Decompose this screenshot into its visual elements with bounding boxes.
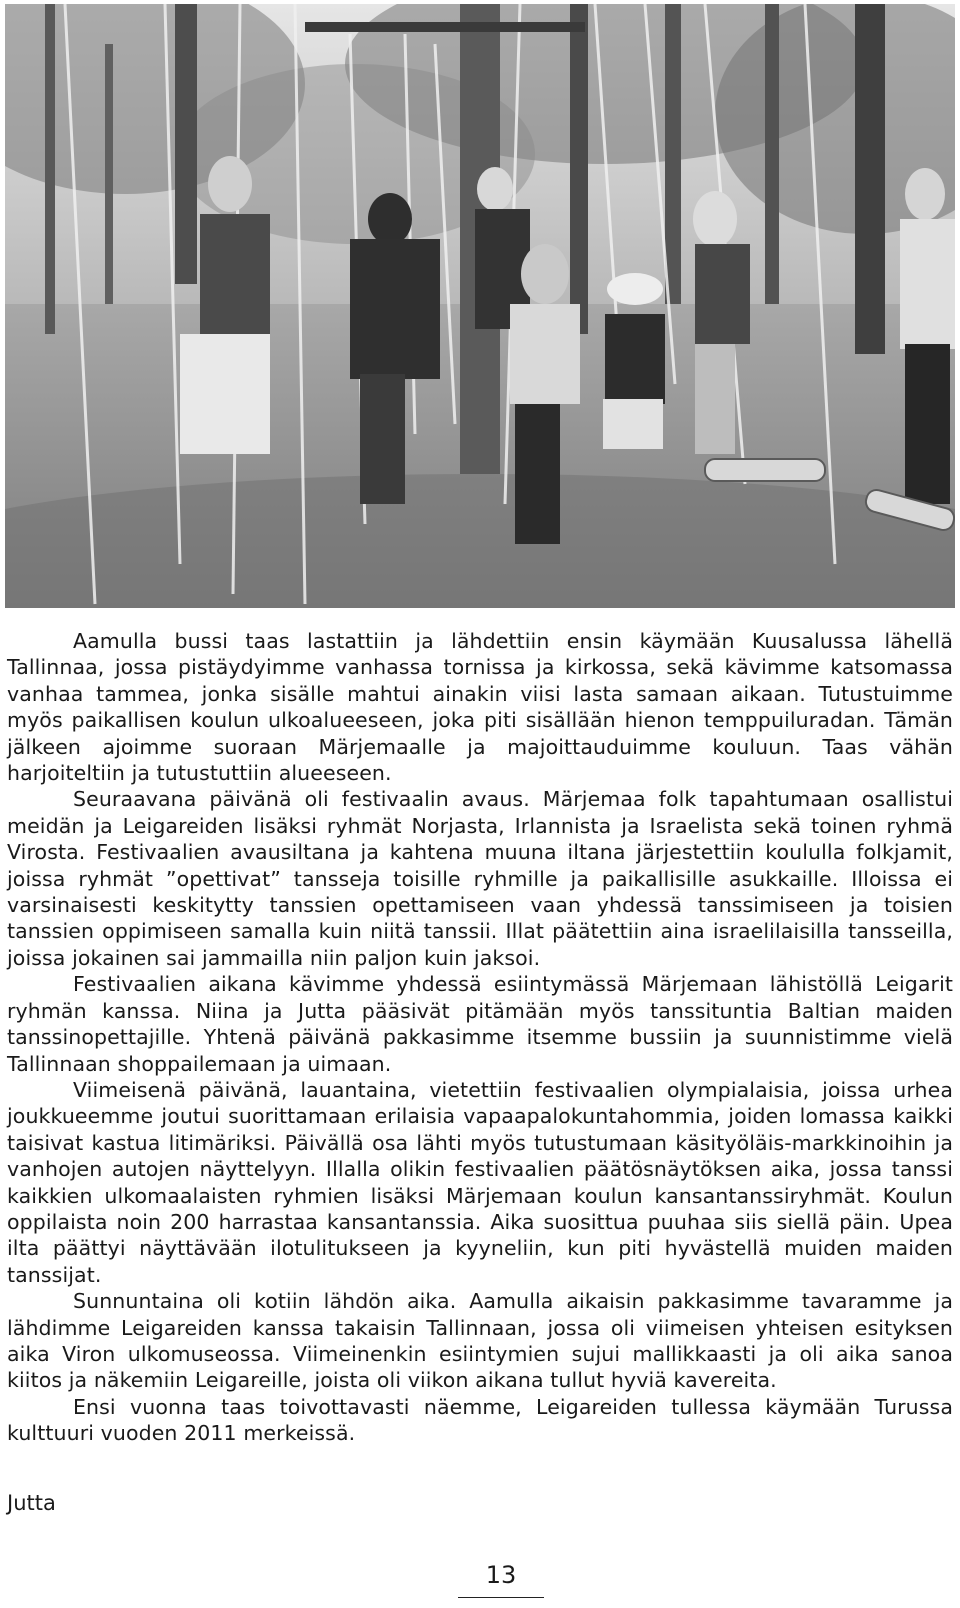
article-paragraph: Sunnuntaina oli kotiin lähdön aika. Aamulla aikaisin pakkasimme tavaramme ja lähdimme Leigareiden kanssa takaisin Tallinnaan, jossa oli viimeisen yhteisen esityksen aika Viron ulkomuseossa. Viimeinenkin esiintymien sujui mallikkaasti ja oli aika sanoa kiitos ja näkemiin Leigareille, joista oli viikon aikana tullut hyviä kavereita.: [7, 1289, 953, 1393]
article-paragraph: Viimeisenä päivänä, lauantaina, vietettiin festivaalien olympialaisia, joissa urhea joukkueemme joutui suorittamaan erilaisia vapaapalokuntahommia, joiden lomassa kaikki taisivat kastua litimäriksi. Päivällä osa lähti myös tutustumaan käsityöläis-markkinoihin ja vanhojen autojen näyttelyyn. Illalla olikin festivaalien päätösnäytöksen aika, jossa tanssi kaikkien ulkomaalaisten ryhmien lisäksi Märjemaan koulun kansantanssiryhmät. Koulun oppilaista noin 200 harrastaa kansantanssia. Aika suosittua puuhaa siis siellä päin. Upea ilta päättyi näyttävään ilotulitukseen ja kyyneliin, kun piti hyvästellä muiden maiden tanssijat.: [7, 1077, 953, 1287]
article-photo: [5, 4, 955, 608]
article-paragraph: Aamulla bussi taas lastattiin ja lähdettiin ensin käymään Kuusalussa lähellä Tallinnaa, jossa pistäydyimme vanhassa tornissa ja kirkossa, sekä kävimme katsomassa vanhaa tammea, jonka sisälle mahtui ainakin viisi lasta samaan aikaan. Tutustuimme myös paikallisen koulun ulkoalueeseen, joka piti sisällään hienon temppuiluradan. Tämän jälkeen ajoimme suoraan Märjemaalle ja majoittauduimme kouluun. Taas vähän harjoiteltiin ja tutustuttiin alueeseen.: [7, 629, 953, 786]
article-paragraph: Seuraavana päivänä oli festivaalin avaus. Märjemaa folk tapahtumaan osallistui meidän ja Leigareiden lisäksi ryhmät Norjasta, Irlannista ja Israelista sekä toinen ryhmä Virosta. Festivaalien avausiltana ja kahtena muuna iltana järjestettiin koululla folkjamit, joissa ryhmät ”opettivat” tansseja toisille ryhmille ja paikallisille asukkaille. Illoissa ei varsinaisesti keskitytty tanssien opettamiseen vaan yhdessä tanssimiseen ja toisien tanssien oppimiseen samalla kuin niitä tanssii. Illat päätettiin aina israelilaisilla tansseilla, joissa jokainen sai jammailla niin paljon kuin jaksoi.: [7, 787, 953, 970]
article-paragraph: Festivaalien aikana kävimme yhdessä esiintymässä Märjemaan lähistöllä Leigarit ryhmän kanssa. Niina ja Jutta pääsivät pitämään myös tanssituntia Baltian maiden tanssinopettajille. Yhtenä päivänä pakkasimme itsemme bussiin ja suunnistimme vielä Tallinnaan shoppailemaan ja uimaan.: [7, 972, 953, 1076]
photo-children-rope-course: [5, 4, 955, 608]
author-signature: Jutta: [7, 1491, 56, 1515]
article-paragraph: Ensi vuonna taas toivottavasti näemme, Leigareiden tullessa käymään Turussa kulttuuri vuoden 2011 merkeissä.: [7, 1394, 953, 1446]
page-number-underline: [458, 1597, 544, 1598]
page-number: 13: [485, 1561, 517, 1589]
article-body: [7, 628, 953, 1447]
